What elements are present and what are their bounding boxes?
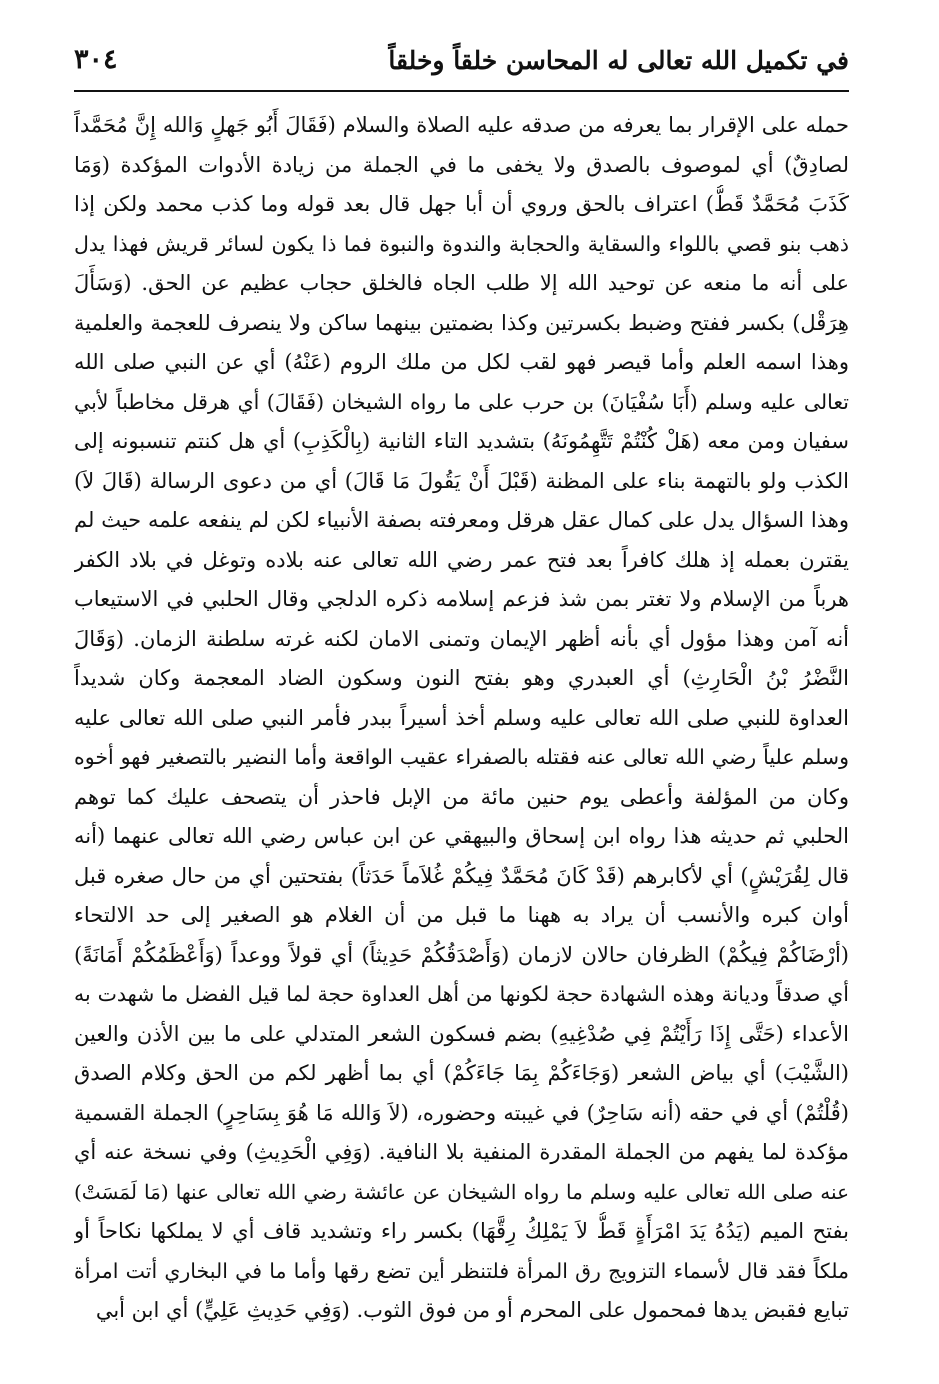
text-line: تبايع فقبض يدها فمحمول على المحرم أو من فوق الثوب. (وَفِي حَدِيثِ عَلِيٍّ) أي ابن أبي — [95, 1298, 849, 1322]
book-page — [74, 30, 849, 1350]
text-line: (الشَّيْبَ) أي بياض الشعر (وَجَاءَكُمْ بِمَا جَاءَكُمْ) أي بما أظهر لكم من الحق وكلام الصدق — [74, 1061, 849, 1085]
text-line: قال لِقُرَيْشٍ) أي لأكابرهم (قَدْ كَانَ مُحَمَّدٌ فِيكُمْ غُلاَماً حَدَثاً) بفتحتين أي من حال صغره قبل — [74, 863, 849, 888]
text-line: العداوة للنبي صلى الله تعالى عليه وسلم أخذ أسيراً ببدر فأمر النبي صلى الله تعالى عليه — [74, 705, 849, 730]
text-line: وهذا اسمه العلم وأما قيصر فهو لقب لكل من ملك الروم (عَنْهُ) أي عن النبي صلى الله — [74, 350, 849, 374]
page-header — [74, 30, 849, 92]
text-line: أنه آمن وهذا مؤول أي بأنه أظهر الإيمان وتمنى الامان لكنه غرته سلطنة الزمان. (وَقَالَ — [74, 626, 849, 651]
text-line: الكذب ولو بالتهمة بناء على المظنة (قَبْلَ أَنْ يَقُولَ مَا قَالَ) أي من دعوى الرسالة (قَالَ لاَ) — [74, 468, 849, 493]
text-line: (قُلْتُمْ) أي في حقه (أنه سَاحِرٌ) في غيبته وحضوره، (لاَ وَالله مَا هُوَ بِسَاحِرٍ) الجملة القسمية — [74, 1100, 849, 1125]
running-title: في تكميل الله تعالى له المحاسن خلقاً وخلقاً — [388, 46, 849, 75]
text-line: بفتح الميم (يَدُهُ يَدَ امْرَأَةٍ قَطُّ لاَ يَمْلِكُ رِقَّهَا) بكسر راء وتشديد قاف أي لا يملكها نكاحاً أو — [74, 1219, 849, 1243]
text-line: الأعداء (حَتَّى إِذَا رَأَيْتُمْ فِي صُدْغِيهِ) بضم فسكون الشعر المتدلي على ما بين الأذن والعين — [74, 1021, 849, 1046]
text-line: ملكاً فقد قال لأسماء التزويج رق المرأة فلتنظر أين تضع رقها وأما ما في البخاري أتت امرأة — [74, 1258, 849, 1283]
text-line: ذهب بنو قصي باللواء والسقاية والحجابة والندوة والنبوة فما ذا يكون لسائر قريش فهذا يدل — [74, 231, 849, 256]
text-line: وسلم علياً رضي الله تعالى عنه فقتله بالصفراء عقيب الواقعة وأما النضير بالتصغير فهو أخوه — [74, 745, 849, 769]
text-line: تعالى عليه وسلم (أَبَا سُفْيَانَ) بن حرب على ما رواه الشيخان (فَقَالَ) أي هرقل مخاطباً لأبي — [74, 389, 849, 414]
text-line: النَّضْرُ بْنُ الْحَارِثِ) أي العبدري وهو بفتح النون وسكون الضاد المعجمة وكان شديداً — [74, 666, 849, 690]
text-line: الحلبي ثم حديثه هذا رواه ابن إسحاق والبيهقي عن ابن عباس رضي الله تعالى عنهما (أنه — [74, 824, 849, 848]
text-line: حمله على الإقرار بما يعرفه من صدقه عليه الصلاة والسلام (فَقَالَ أَبُو جَهلٍ وَالله إِنَّ مُحَمَّداً — [74, 113, 849, 137]
text-line: على أنه ما منعه عن توحيد الله إلا طلب الجاه فالخلق حجاب عظيم عن الحق. (وَسَأَلَ — [74, 271, 849, 295]
text-line: كَذَبَ مُحَمَّدٌ قَطُّ) اعتراف بالحق وروي أن أبا جهل قال بعد قوله وما كذب محمد ولكن إذا — [74, 192, 849, 216]
text-line: لصادِقٌ) أي لموصوف بالصدق ولا يخفى ما في الجملة من زيادة الأدوات المؤكدة (وَمَا — [74, 152, 849, 177]
text-line: أوان كبره والأنسب أن يراد به ههنا ما قبل من أن الغلام هو الصغير إلى حد الالتحاء — [74, 903, 849, 927]
text-line: هِرَقْل) بكسر ففتح وضبط بكسرتين وكذا بضمتين بينهما ساكن ولا ينصرف للعجمة والعلمية — [74, 310, 849, 335]
text-line: عنه صلى الله تعالى عليه وسلم ما رواه الشيخان عن عائشة رضي الله تعالى عنها (مَا لَمَسَتْ) — [74, 1179, 849, 1204]
text-line: أي صدقاً وديانة وهذه الشهادة حجة لكونها من أهل العداوة حجة لما قيل الفضل ما شهدت به — [74, 982, 849, 1006]
body-text — [74, 106, 849, 1331]
text-line: يقترن بعمله إذ هلك كافراً بعد فتح عمر رضي الله تعالى عنه بلاده وتوغل في بلاد الكفر — [74, 547, 849, 572]
text-line: سفيان ومن معه (هَلْ كُنْتُمْ تَتَّهِمُونَهُ) بتشديد التاء الثانية (بِالْكَذِبِ) أي هل كنتم تنسبونه إلى — [74, 429, 849, 453]
text-line: هرباً من الإسلام ولا تغتر بمن شذ فزعم إسلامه ذكره الدلجي وقال الحلبي في الاستيعاب — [74, 587, 849, 611]
page-number: ٣٠٤ — [74, 44, 118, 75]
text-line: وكان من المؤلفة وأعطى يوم حنين مائة من الإبل فاحذر أن يتصحف عليك كما توهم — [74, 784, 849, 809]
text-line: مؤكدة لما يفهم من الجملة المقدرة المنفية بلا النافية. (وَفِي الْحَدِيثِ) وفي نسخة عنه أي — [74, 1140, 849, 1164]
text-line: (أرْضَاكُمْ فِيكُمْ) الظرفان حالان لازمان (وَأَصْدَقُكُمْ حَدِيثاً) أي قولاً ووعداً (وَأَعْظَمُكُمْ أَمَانَةً) — [74, 942, 849, 967]
text-line: وهذا السؤال يدل على كمال عقل هرقل ومعرفته بصفة الأنبياء لكن لم ينفعه علمه حيث لم — [74, 508, 849, 532]
